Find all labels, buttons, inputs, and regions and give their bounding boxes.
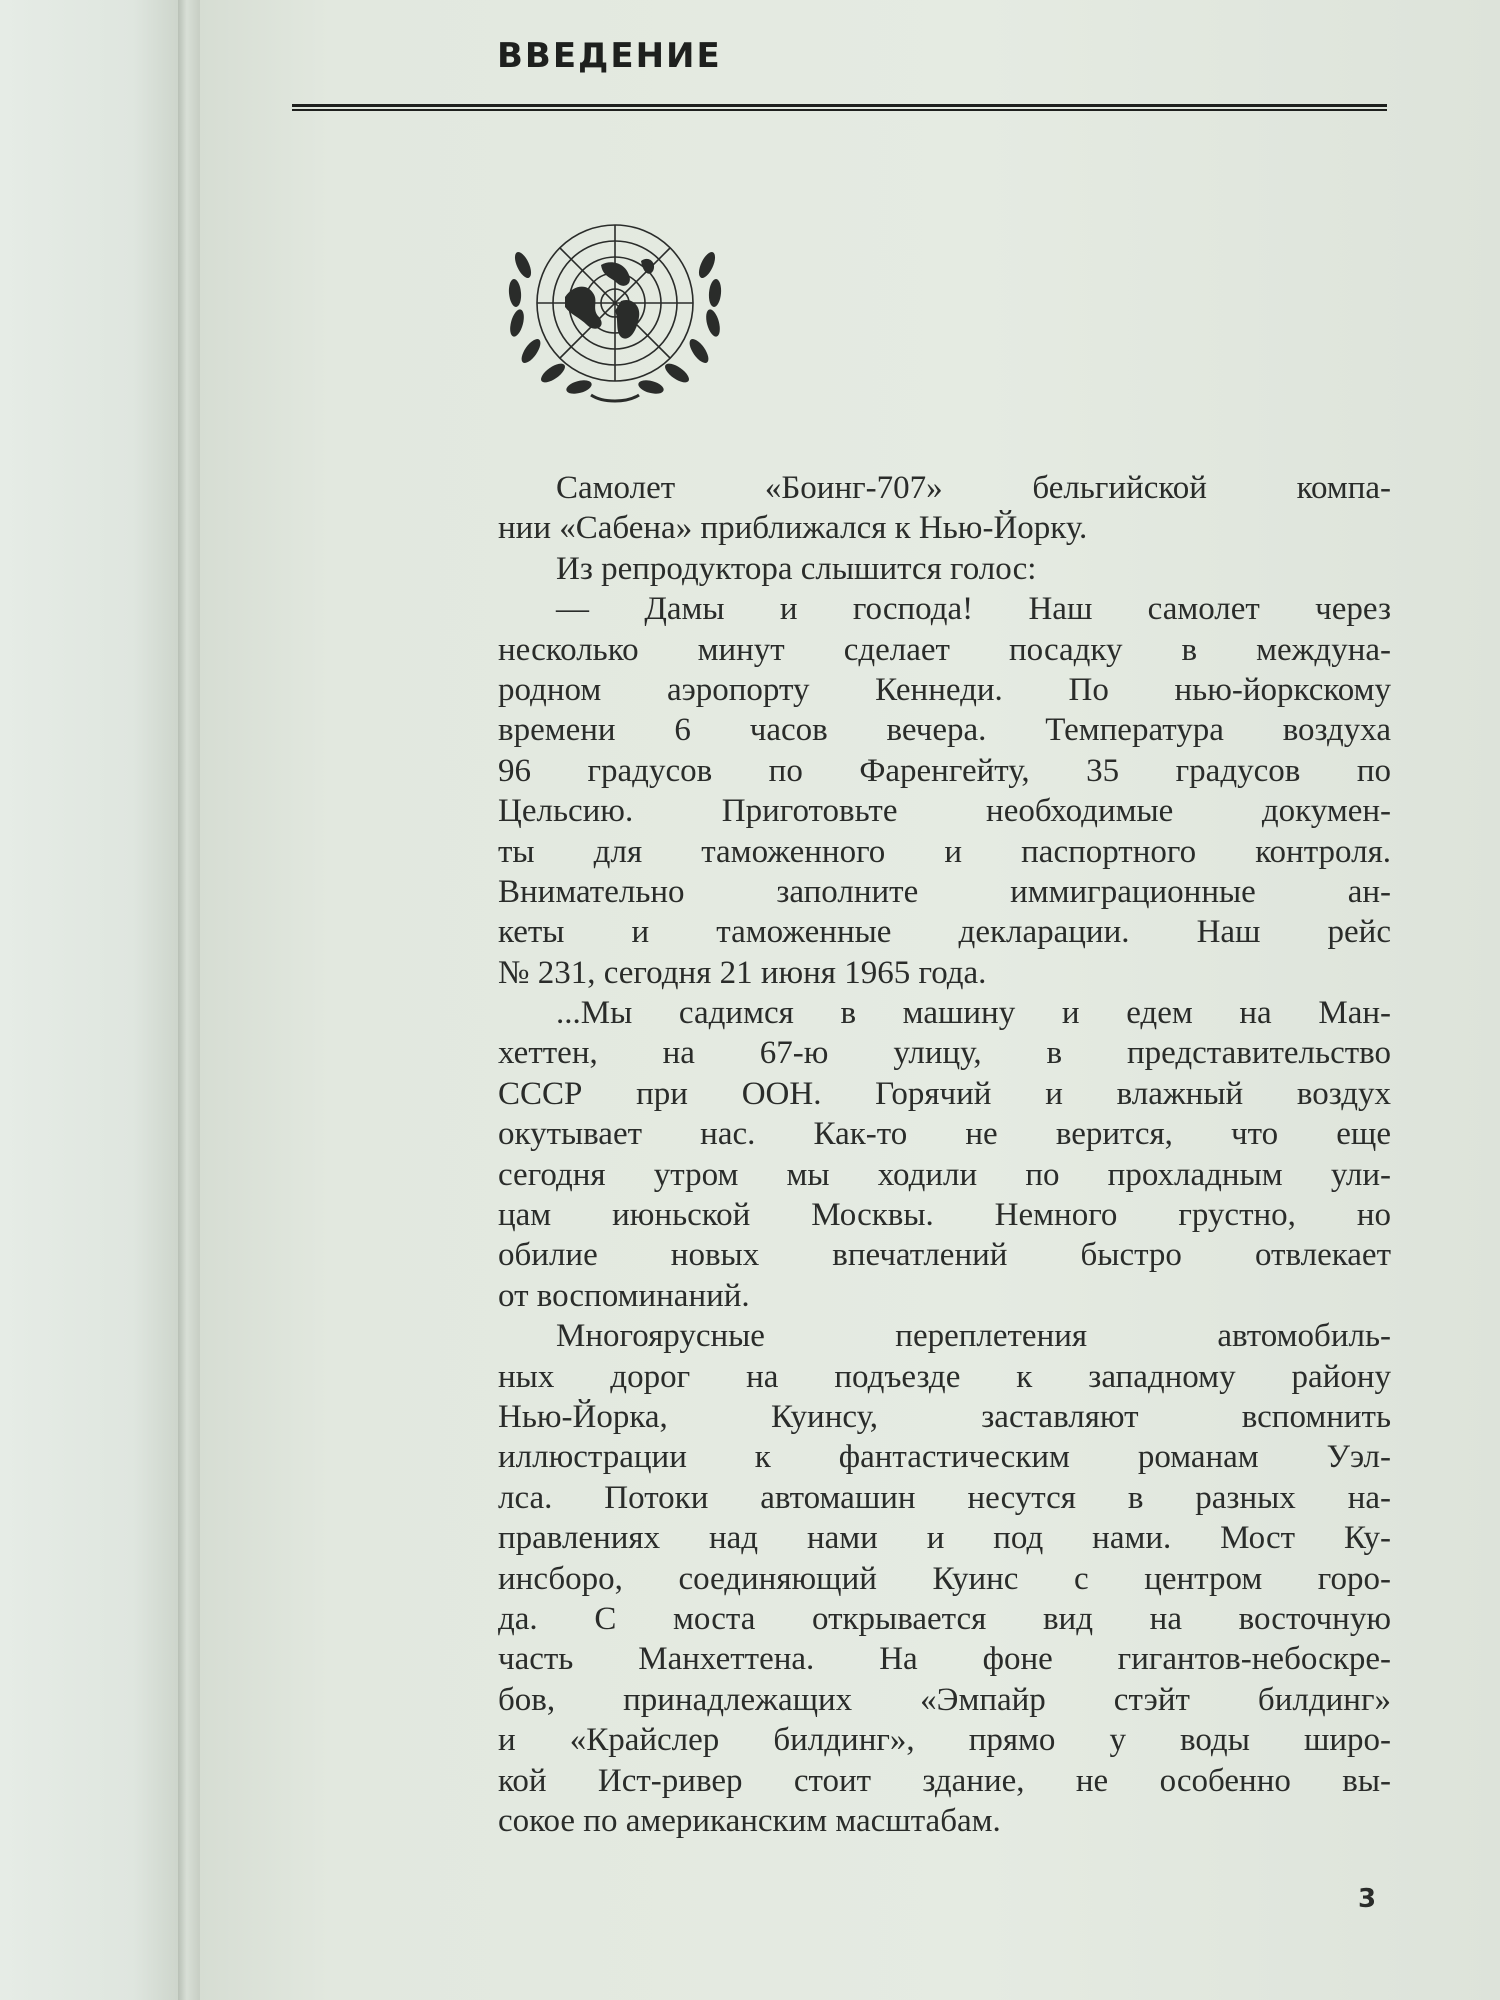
header-rule (292, 104, 1387, 111)
text-line: сегодня утром мы ходили по прохладным ули- (498, 1156, 1391, 1193)
text-line: кеты и таможенные декларации. Наш рейс (498, 914, 1391, 951)
text-line: иллюстрации к фантастическим романам Уэл- (498, 1439, 1391, 1476)
text-line: Нью-Йорка, Куинсу, заставляют вспомнить (498, 1398, 1391, 1435)
text-line: ных дорог на подъезде к западному району (498, 1358, 1391, 1395)
text-line: инсборо, соединяющий Куинс с центром горо- (498, 1560, 1391, 1597)
text-line: нии «Сабена» приближался к Нью-Йорку. (498, 510, 1088, 547)
text-line: ...Мы садимся в машину и едем на Ман- (556, 995, 1391, 1032)
text-line: кой Ист-ривер стоит здание, не особенно вы- (498, 1762, 1391, 1799)
text-line: лса. Потоки автомашин несутся в разных на- (498, 1479, 1391, 1516)
text-line: СССР при ООН. Горячий и влажный воздух (498, 1075, 1391, 1112)
left-page-edge (0, 0, 190, 2000)
text-line: Самолет «Боинг-707» бельгийской компа- (556, 470, 1391, 506)
text-line: Из репродуктора слышится голос: (556, 550, 1037, 587)
text-line: цам июньской Москвы. Немного грустно, но (498, 1197, 1391, 1234)
text-line: бов, принадлежащих «Эмпайр стэйт билдинг» (498, 1681, 1391, 1718)
book-spine (178, 0, 200, 2000)
text-line: Внимательно заполните иммиграционные ан- (498, 873, 1391, 910)
text-line: сокое по американским масштабам. (498, 1802, 1001, 1839)
text-line: несколько минут сделает посадку в междуна- (498, 631, 1391, 668)
text-line: Цельсию. Приготовьте необходимые докумен- (498, 793, 1391, 830)
text-line: часть Манхеттена. На фоне гигантов-небоскре- (498, 1641, 1391, 1678)
text-line: № 231, сегодня 21 июня 1965 года. (498, 954, 987, 991)
text-line: ты для таможенного и паспортного контроля. (498, 833, 1391, 870)
text-line: от воспоминаний. (498, 1277, 750, 1314)
text-line: да. С моста открывается вид на восточную (498, 1600, 1391, 1637)
text-line: времени 6 часов вечера. Температура воздуха (498, 712, 1391, 749)
un-emblem-icon (495, 205, 735, 410)
chapter-title: ВВЕДЕНИЕ (497, 36, 722, 76)
text-line: окутывает нас. Как-то не верится, что еще (498, 1116, 1391, 1153)
text-line: родном аэропорту Кеннеди. По нью-йоркскому (498, 671, 1391, 708)
text-line: — Дамы и господа! Наш самолет через (556, 591, 1391, 628)
text-line: Многоярусные переплетения автомобиль- (556, 1318, 1391, 1355)
text-line: правлениях над нами и под нами. Мост Ку- (498, 1520, 1391, 1557)
body-text (498, 468, 1391, 1841)
text-line: 96 градусов по Фаренгейту, 35 градусов по (498, 752, 1391, 789)
text-line: хеттен, на 67-ю улицу, в представительство (498, 1035, 1391, 1072)
text-line: обилие новых впечатлений быстро отвлекает (498, 1237, 1391, 1274)
page-number: 3 (1358, 1884, 1377, 1914)
text-line: и «Крайслер билдинг», прямо у воды широ- (498, 1722, 1391, 1759)
